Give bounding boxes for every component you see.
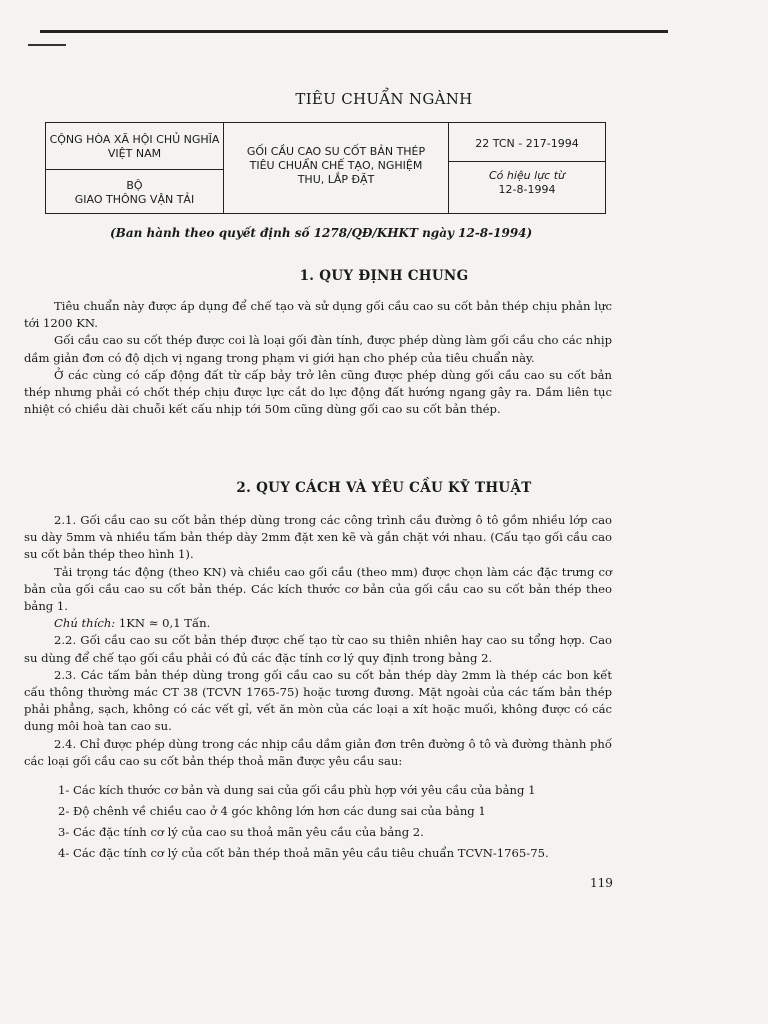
- paragraph: Ở các cùng có cấp động đất từ cấp bảy trở lên cũng được phép dùng gối cầu cao su cốt bản thép nhưng phải có chốt thép chịu được lực cắt do lực động đất hướng ngang gây ra. Dầm liên tục nhiệt có chiều dài chuỗi kết cấu nhịp tới 50m cũng dùng gối cao su cốt bản thép.: [24, 367, 612, 417]
- list-item: 2- Độ chênh về chiều cao ở 4 góc không lớn hơn các dung sai của bảng 1: [58, 804, 486, 818]
- note: [24, 615, 612, 632]
- code-divider: [449, 161, 605, 162]
- standard-name-column: [224, 123, 449, 213]
- section-2-body: [24, 512, 612, 770]
- effective-date: 12-8-1994: [498, 183, 556, 196]
- republic-line-1: CỘNG HÒA XÃ HỘI CHỦ NGHĨA: [49, 133, 220, 146]
- note-text: 1KN ≈ 0,1 Tấn.: [115, 616, 211, 631]
- clause-2-1: 2.1. Gối cầu cao su cốt bản thép dùng trong các công trình cầu đường ô tô gồm nhiều lớp cao su dày 5mm và nhiều tấm bản thép dày 2mm đặt xen kẽ và gắn chặt với nhau. (Cấu tạo gối cầu cao su cốt bản thép theo hình 1).: [24, 513, 612, 562]
- issuer-divider: [46, 169, 223, 170]
- issuer-column: [46, 123, 224, 213]
- clause-2-4: 2.4. Chỉ được phép dùng trong các nhịp cầu dầm giản đơn trên đường ô tô và đường thành phố các loại gối cầu cao su cốt bản thép thoả mãn được yêu cầu sau:: [24, 736, 612, 768]
- clause-2-3: 2.3. Các tấm bản thép dùng trong gối cầu cao su cốt bản thép dày 2mm là thép các bon kết cấu thông thường mác CT 38 (TCVN 1765-75) hoặc tương đương. Mặt ngoài của các tấm bản thép phải phẳng, sạch, không có các vết gỉ, vết ăn mòn của các loại a xít hoặc muối, không được có các dung môi hoà tan cao su.: [24, 667, 612, 734]
- margin-mark: [28, 44, 66, 46]
- clause-2-2: 2.2. Gối cầu cao su cốt bản thép được chế tạo từ cao su thiên nhiên hay cao su tổng hợp. Cao su dùng để chế tạo gối cầu phải có đủ các đặc tính cơ lý quy định trong bảng 2.: [24, 633, 612, 665]
- paragraph: Gối cầu cao su cốt thép được coi là loại gối đàn tính, được phép dùng làm gối cầu cho các nhịp dầm giản đơn có độ dịch vị ngang trong phạm vi giới hạn cho phép của tiêu chuẩn này.: [24, 333, 612, 365]
- ministry-line-2: GIAO THÔNG VẬN TẢI: [74, 193, 195, 206]
- list-item: 3- Các đặc tính cơ lý của cao su thoả mãn yêu cầu của bảng 2.: [58, 825, 424, 839]
- section-1-heading: 1. QUY ĐỊNH CHUNG: [299, 268, 469, 284]
- top-rule: [40, 30, 668, 33]
- list-item: 4- Các đặc tính cơ lý của cốt bản thép thoả mãn yêu cầu tiêu chuẩn TCVN-1765-75.: [58, 846, 549, 860]
- code-column: [449, 123, 605, 213]
- page-title: TIÊU CHUẨN NGÀNH: [295, 90, 473, 108]
- header-table: [45, 122, 606, 214]
- note-label: Chú thích:: [54, 616, 116, 631]
- standard-name-line-3: THU, LẮP ĐẶT: [297, 173, 375, 186]
- effective-label: Có hiệu lực từ: [488, 169, 566, 182]
- ministry-line-1: BỘ: [126, 179, 143, 192]
- paragraph: Tiêu chuẩn này được áp dụng để chế tạo và sử dụng gối cầu cao su cốt bản thép chịu phản lực tới 1200 KN.: [24, 299, 612, 331]
- paragraph: Tải trọng tác động (theo KN) và chiều cao gối cầu (theo mm) được chọn làm các đặc trưng cơ bản của gối cầu cao su cốt bản thép. Các kích thước cơ bản của gối cầu cao su cốt bản thép theo bảng 1.: [24, 564, 612, 614]
- section-1-body: [24, 298, 612, 418]
- standard-name-line-2: TIÊU CHUẨN CHẾ TẠO, NGHIỆM: [249, 159, 423, 172]
- page-number: 119: [590, 876, 613, 890]
- issuance-note: (Ban hành theo quyết định số 1278/QĐ/KHKT ngày 12-8-1994): [110, 226, 533, 240]
- list-item: 1- Các kích thước cơ bản và dung sai của gối cầu phù hợp với yêu cầu của bảng 1: [58, 783, 536, 797]
- section-2-heading: 2. QUY CÁCH VÀ YÊU CẦU KỸ THUẬT: [236, 480, 532, 496]
- standard-name-line-1: GỐI CẦU CAO SU CỐT BẢN THÉP: [246, 145, 426, 158]
- republic-line-2: VIỆT NAM: [107, 147, 162, 160]
- standard-code: 22 TCN - 217-1994: [475, 137, 579, 150]
